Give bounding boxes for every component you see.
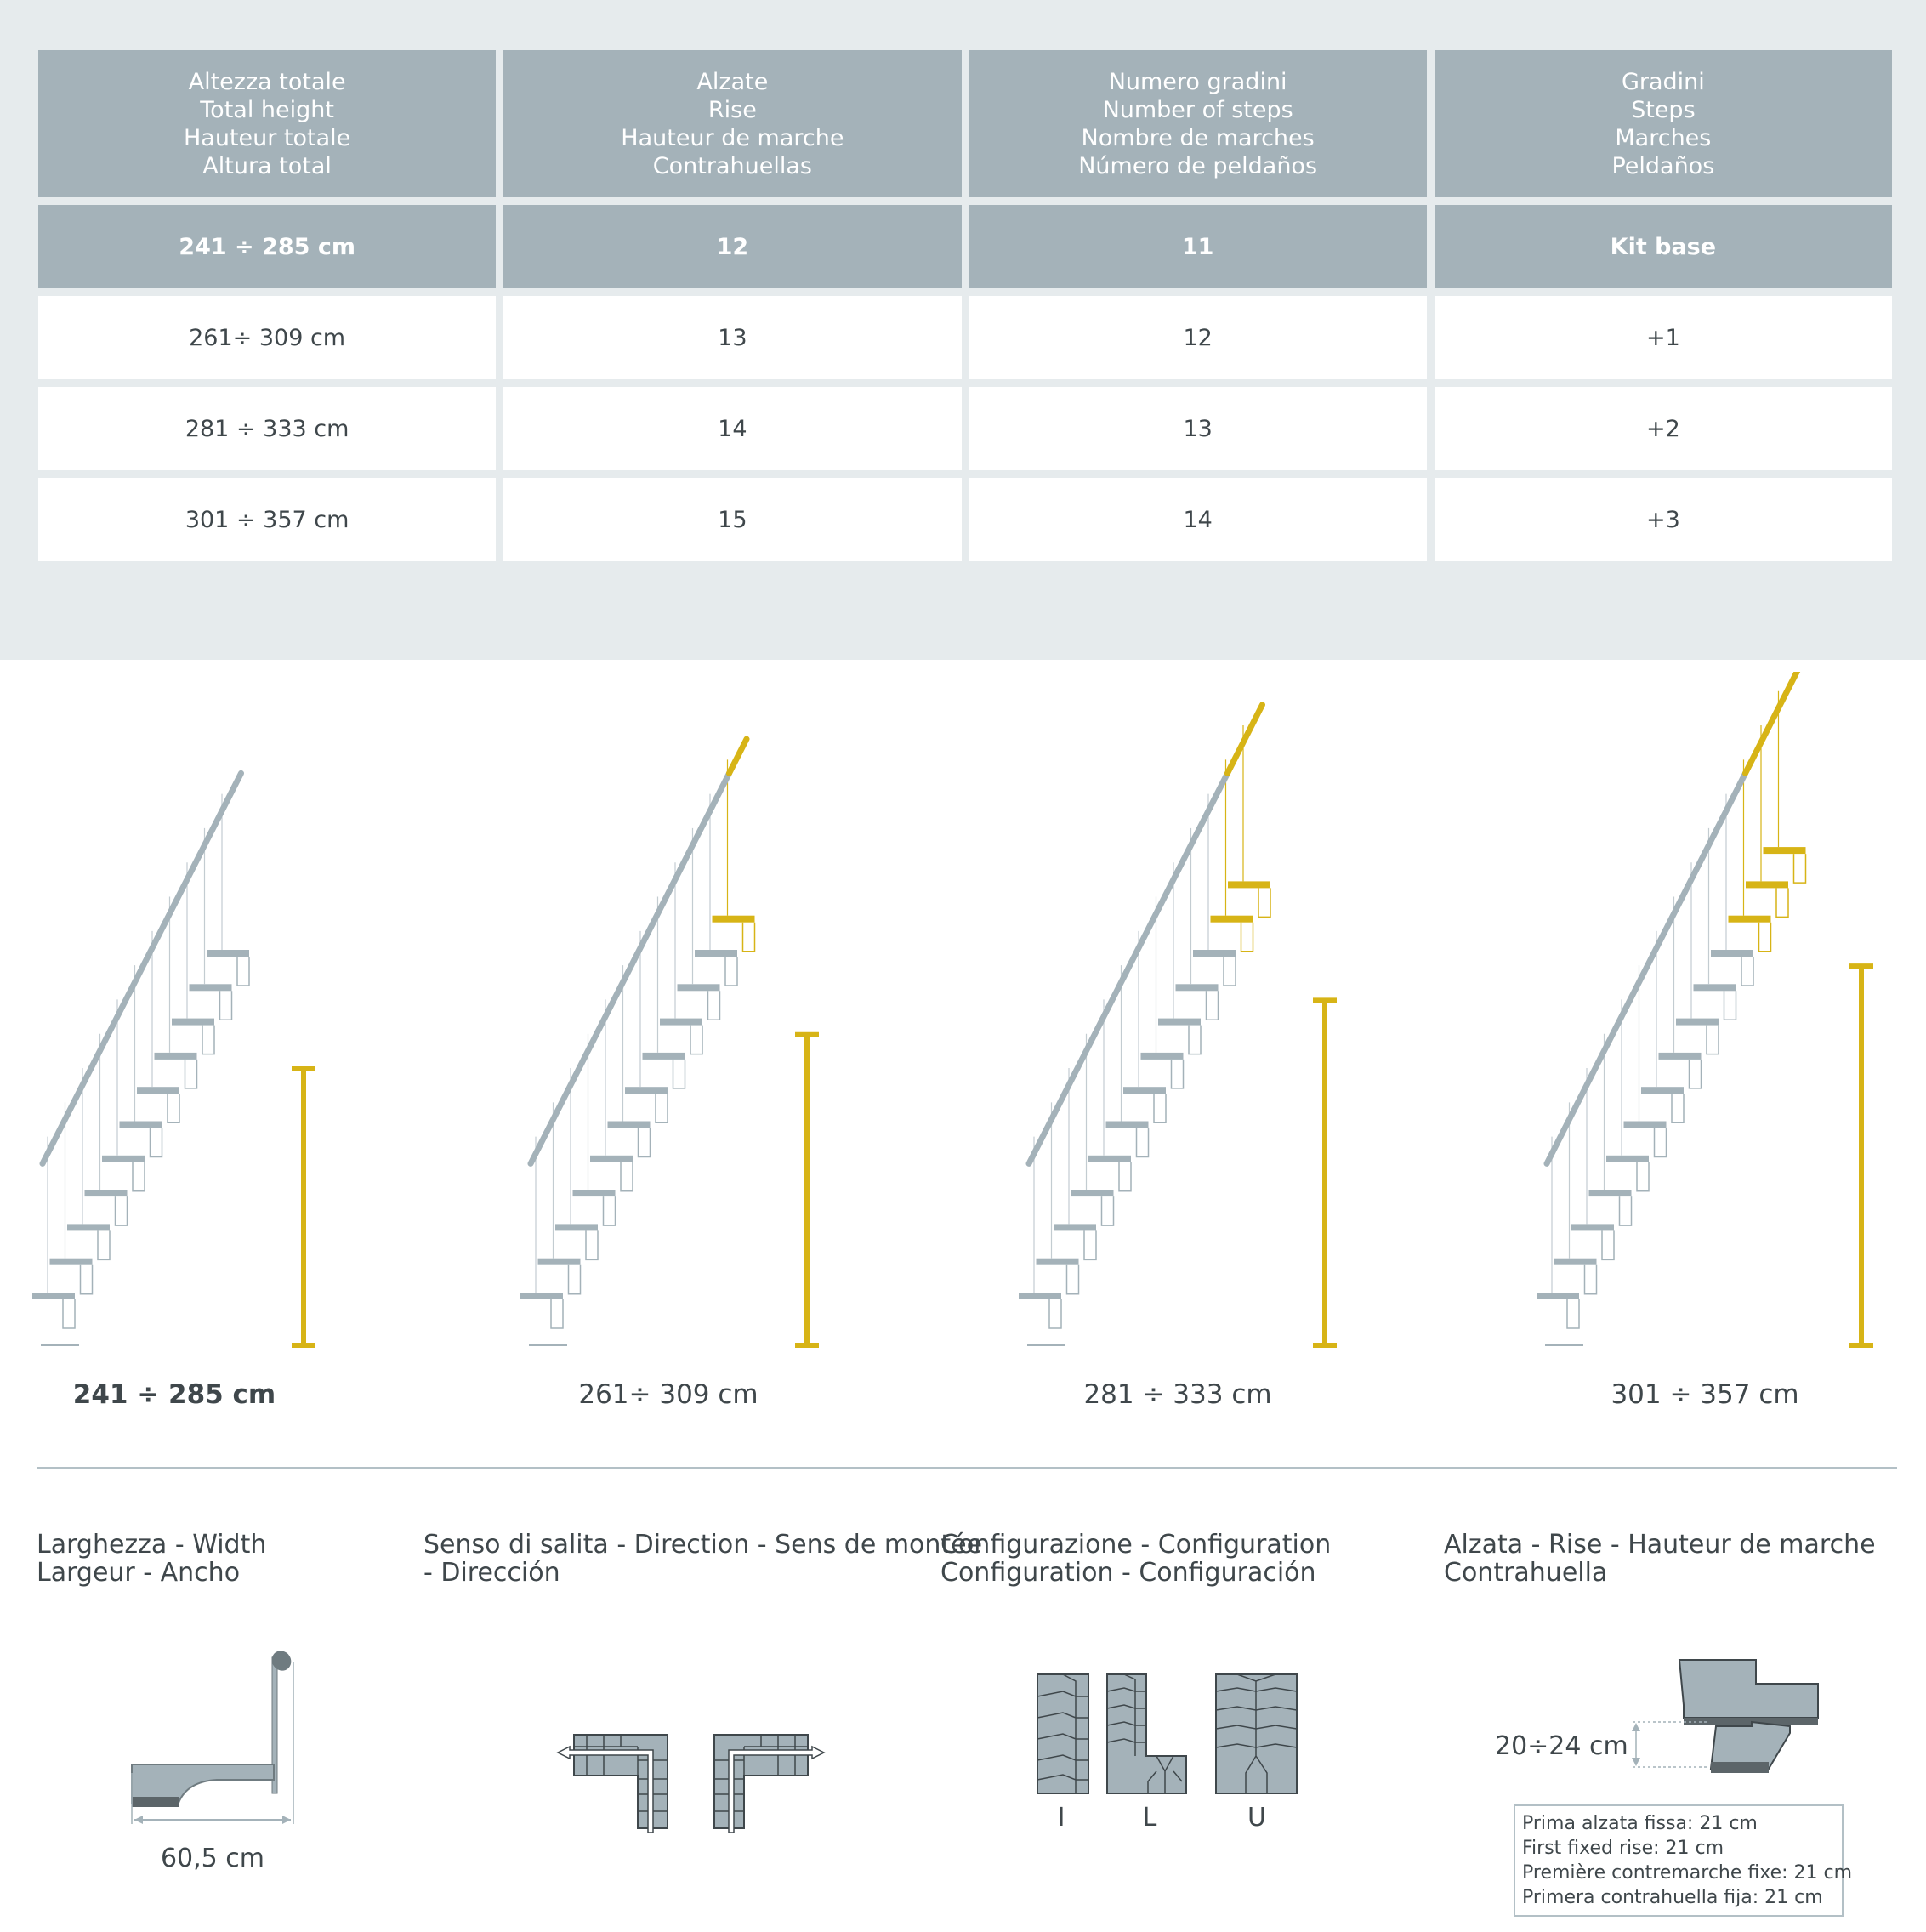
config-u-icon (1216, 1674, 1297, 1793)
added-riser (1794, 854, 1806, 883)
stair-step (1571, 1224, 1614, 1230)
stair-step (555, 1224, 598, 1230)
stair-riser (1724, 991, 1736, 1020)
table-cell: 281 ÷ 333 cm (38, 387, 496, 470)
header-number-of-steps: Numero gradini Number of steps Nombre de marches Número de peldaños (969, 50, 1427, 197)
stair-riser (133, 1162, 145, 1191)
handrail (43, 773, 241, 1163)
direction-title: Senso di salita - Direction - Sens de montée - Dirección (423, 1530, 983, 1588)
stair-riser (604, 1196, 616, 1225)
step-width-icon (119, 1645, 306, 1828)
stair-step (1176, 984, 1219, 991)
stair-step (695, 950, 737, 957)
added-handrail (1746, 672, 1798, 773)
divider (37, 1467, 1897, 1469)
stair-height-label: 241 ÷ 285 cm (72, 1379, 276, 1410)
step-rise-icon (1616, 1658, 1828, 1786)
spec-table (31, 43, 1900, 569)
stair-riser (202, 1026, 214, 1054)
table-cell: 14 (969, 478, 1427, 561)
stair-step (172, 1019, 214, 1026)
stair-step (643, 1053, 685, 1060)
stair-height-label: 281 ÷ 333 cm (1083, 1379, 1272, 1410)
table-header-row (38, 50, 1892, 197)
stair-riser (1707, 1026, 1719, 1054)
stair-riser (151, 1128, 162, 1157)
added-handrail (1228, 705, 1263, 774)
stair-step (1141, 1053, 1184, 1060)
stair-step (1694, 984, 1736, 991)
stair-height-label: 261÷ 309 cm (578, 1379, 758, 1410)
config-l-label: L (1142, 1803, 1157, 1833)
added-step (1211, 916, 1253, 923)
table-cell: 12 (503, 205, 961, 288)
stair-height-label: 301 ÷ 357 cm (1611, 1379, 1799, 1410)
stair-riser (1049, 1299, 1061, 1328)
header-steps: Gradini Steps Marches Peldaños (1435, 50, 1892, 197)
config-i-icon (1037, 1674, 1088, 1793)
table-row-base-kit (38, 205, 1892, 288)
stair-riser (1567, 1299, 1579, 1328)
stair-step (1106, 1122, 1149, 1128)
stair-riser (1119, 1162, 1131, 1191)
added-riser (1759, 923, 1771, 952)
table-row (38, 478, 1892, 561)
stair-step (590, 1156, 633, 1162)
stair-step (1554, 1259, 1597, 1265)
stair-step (520, 1293, 563, 1299)
stair-riser (1154, 1094, 1166, 1122)
stair-step (1641, 1087, 1684, 1094)
added-riser (1258, 888, 1270, 917)
stair-step (1606, 1156, 1649, 1162)
stair-riser (673, 1060, 685, 1088)
stair-step (190, 984, 232, 991)
added-riser (1776, 888, 1788, 917)
added-riser (743, 923, 755, 952)
stair-riser (168, 1094, 179, 1122)
stair-step (1659, 1053, 1702, 1060)
stair-riser (1207, 991, 1219, 1020)
table-cell: 12 (969, 296, 1427, 379)
stair-illustrations (0, 672, 1926, 1361)
table-cell: 261÷ 309 cm (38, 296, 496, 379)
direction-left-icon (558, 1735, 668, 1833)
table-cell: 241 ÷ 285 cm (38, 205, 496, 288)
table-cell: +2 (1435, 387, 1892, 470)
table-cell: +3 (1435, 478, 1892, 561)
added-step (1729, 916, 1771, 923)
stair-riser (1672, 1094, 1684, 1122)
added-riser (1241, 923, 1253, 952)
handrail (1029, 773, 1228, 1163)
stair-riser (1189, 1026, 1201, 1054)
stair-riser (1067, 1265, 1079, 1294)
fixed-rise-note: Prima alzata fissa: 21 cm First fixed rise: 21 cm Première contremarche fixe: 21 cm Primera contrahuella fija: 21 cm (1514, 1804, 1844, 1917)
added-step (1228, 881, 1270, 888)
stair-riser (1637, 1162, 1649, 1191)
config-u-label: U (1247, 1803, 1266, 1833)
added-handrail (730, 739, 747, 773)
width-value: 60,5 cm (160, 1844, 265, 1873)
table-cell: 301 ÷ 357 cm (38, 478, 496, 561)
stair-riser (569, 1265, 581, 1294)
stair-riser (639, 1128, 651, 1157)
stair-riser (220, 991, 232, 1020)
stair-step (50, 1259, 93, 1265)
added-step (1746, 881, 1788, 888)
stair-riser (1585, 1265, 1597, 1294)
direction-icons (553, 1726, 833, 1837)
stair-riser (1084, 1230, 1096, 1259)
stair-riser (116, 1196, 128, 1225)
handrail (531, 773, 730, 1163)
stair-step (573, 1190, 616, 1196)
stair-riser (1690, 1060, 1702, 1088)
configuration-title: Configurazione - Configuration Configuration - Configuración (940, 1530, 1332, 1588)
stair-riser (551, 1299, 563, 1328)
handrail (1547, 773, 1746, 1163)
table-cell: 15 (503, 478, 961, 561)
header-total-height: Altezza totale Total height Hauteur totale Altura total (38, 50, 496, 197)
table-cell: 13 (969, 387, 1427, 470)
stair-riser (1741, 957, 1753, 986)
added-step (1764, 847, 1806, 854)
stair-step (660, 1019, 702, 1026)
stair-riser (98, 1230, 110, 1259)
stair-riser (1172, 1060, 1184, 1088)
stair-riser (63, 1299, 75, 1328)
stair-riser (1602, 1230, 1614, 1259)
stair-step (32, 1293, 75, 1299)
configuration-icons (1029, 1671, 1310, 1798)
stair-step (1123, 1087, 1166, 1094)
header-rise: Alzate Rise Hauteur de marche Contrahuellas (503, 50, 961, 197)
stair-step (155, 1053, 197, 1060)
stair-step (1088, 1156, 1131, 1162)
table-row (38, 296, 1892, 379)
stair-step (1624, 1122, 1667, 1128)
stair-riser (1620, 1196, 1632, 1225)
stair-riser (690, 1026, 702, 1054)
stair-step (1019, 1293, 1061, 1299)
stair-riser (708, 991, 720, 1020)
rise-value: 20÷24 cm (1495, 1731, 1628, 1761)
table-row (38, 387, 1892, 470)
table-cell: 14 (503, 387, 961, 470)
stair-step (1071, 1190, 1114, 1196)
stair-step (678, 984, 720, 991)
rise-title: Alzata - Rise - Hauteur de marche Contrahuella (1444, 1530, 1876, 1588)
stair-step (137, 1087, 179, 1094)
stair-riser (81, 1265, 93, 1294)
stair-step (1676, 1019, 1719, 1026)
stair-riser (1224, 957, 1236, 986)
stair-step (1711, 950, 1753, 957)
config-l-icon (1107, 1674, 1186, 1793)
added-step (713, 916, 755, 923)
stair-step (102, 1156, 145, 1162)
stair-step (608, 1122, 651, 1128)
stair-riser (586, 1230, 598, 1259)
direction-right-icon (714, 1735, 824, 1833)
table-cell: Kit base (1435, 205, 1892, 288)
stair-step (1589, 1190, 1632, 1196)
table-cell: 13 (503, 296, 961, 379)
stair-riser (725, 957, 737, 986)
stair-riser (621, 1162, 633, 1191)
stair-step (207, 950, 249, 957)
stair-step (538, 1259, 581, 1265)
stair-step (1054, 1224, 1096, 1230)
stair-step (625, 1087, 668, 1094)
width-title: Larghezza - Width Largeur - Ancho (37, 1530, 267, 1588)
stair-riser (237, 957, 249, 986)
stair-step (1158, 1019, 1201, 1026)
table-cell: 11 (969, 205, 1427, 288)
stair-step (1193, 950, 1236, 957)
stair-riser (656, 1094, 668, 1122)
config-i-label: I (1057, 1803, 1065, 1833)
stair-riser (185, 1060, 197, 1088)
stair-riser (1655, 1128, 1667, 1157)
table-cell: +1 (1435, 296, 1892, 379)
stair-step (120, 1122, 162, 1128)
stair-step (85, 1190, 128, 1196)
stair-riser (1102, 1196, 1114, 1225)
stair-step (1037, 1259, 1079, 1265)
stair-step (1537, 1293, 1579, 1299)
stair-step (67, 1224, 110, 1230)
stair-riser (1137, 1128, 1149, 1157)
